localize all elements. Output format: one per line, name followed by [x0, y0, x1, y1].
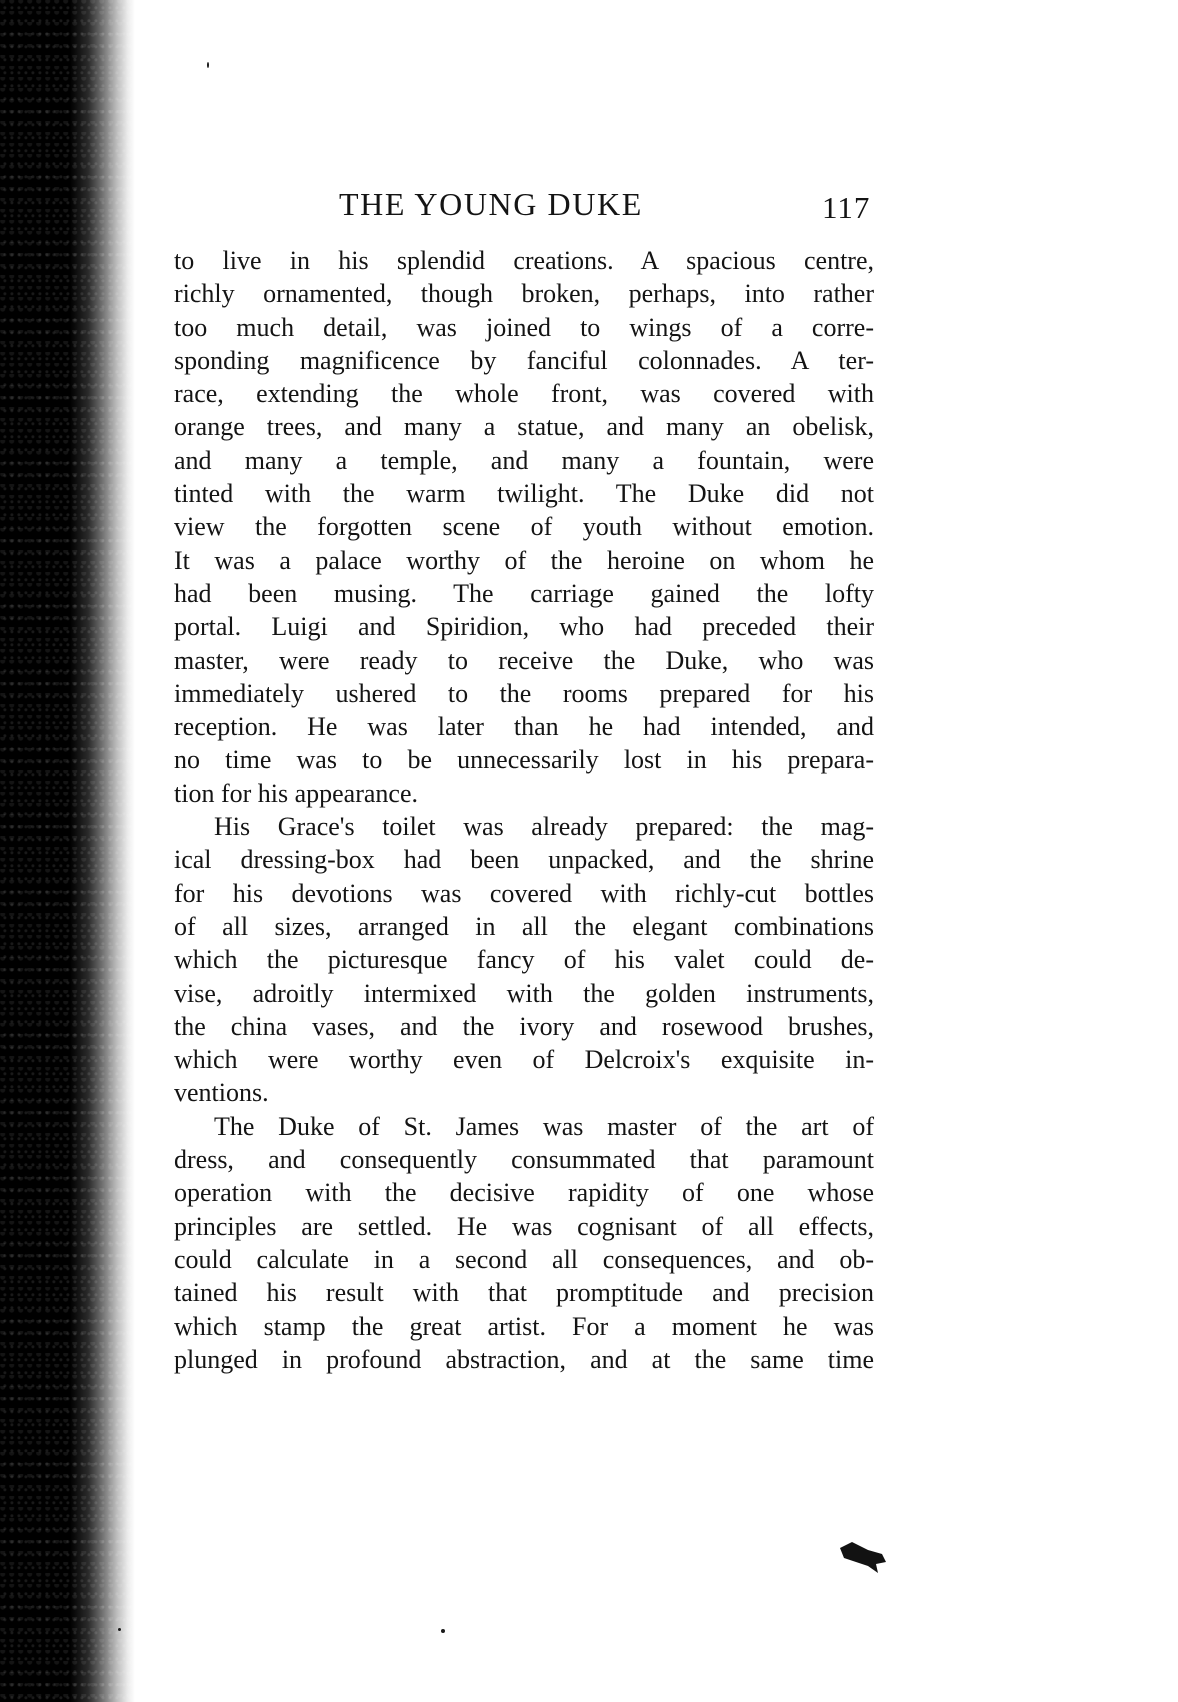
text-line: sponding magnificence by fanciful colonnades. A ter- [174, 345, 874, 375]
text-line: richly ornamented, though broken, perhaps, into rather [174, 279, 874, 309]
text-line: orange trees, and many a statue, and many an obelisk, [174, 412, 874, 442]
text-line: which were worthy even of Delcroix's exquisite in- [174, 1045, 874, 1075]
text-line: view the forgotten scene of youth without emotion. [174, 512, 874, 542]
scan-speck [207, 62, 209, 68]
text-line: ventions. [174, 1078, 269, 1108]
text-line: which stamp the great artist. For a moment he was [174, 1311, 874, 1341]
text-line: to live in his splendid creations. A spacious centre, [174, 246, 874, 275]
text-line: ical dressing-box had been unpacked, and the shrine [174, 845, 874, 875]
text-line: reception. He was later than he had intended, and [174, 712, 874, 742]
text-line: of all sizes, arranged in all the elegant combinations [174, 911, 874, 941]
paragraph-1 [174, 244, 874, 810]
text-line: could calculate in a second all consequences, and ob- [174, 1244, 874, 1274]
scan-speck [441, 1629, 445, 1633]
text-line: for his devotions was covered with richly-cut bottles [174, 878, 874, 908]
binding-gutter [0, 0, 135, 1702]
text-line: the china vases, and the ivory and rosewood brushes, [174, 1011, 874, 1041]
text-line: had been musing. The carriage gained the lofty [174, 578, 874, 608]
text-line: tinted with the warm twilight. The Duke did not [174, 479, 874, 509]
text-line: The Duke of St. James was master of the art of [214, 1111, 874, 1141]
text-line: which the picturesque fancy of his valet could de- [174, 945, 874, 975]
text-line: His Grace's toilet was already prepared: the mag- [214, 812, 874, 842]
text-line: tion for his appearance. [174, 778, 419, 808]
text-line: immediately ushered to the rooms prepared for his [174, 678, 874, 708]
text-line: portal. Luigi and Spiridion, who had preceded their [174, 612, 874, 642]
text-line: principles are settled. He was cognisant of all effects, [174, 1211, 874, 1241]
text-line: operation with the decisive rapidity of one whose [174, 1178, 874, 1208]
text-line: too much detail, was joined to wings of a corre- [174, 312, 874, 342]
paragraph-3 [174, 1110, 874, 1376]
scan-speck [118, 1628, 121, 1631]
page-header [0, 186, 1178, 232]
body-text [174, 244, 874, 1376]
running-title: THE YOUNG DUKE [339, 186, 643, 222]
paragraph-2 [174, 810, 874, 1110]
text-line: race, extending the whole front, was covered with [174, 379, 874, 409]
text-line: vise, adroitly intermixed with the golden instruments, [174, 978, 874, 1008]
page-number: 117 [822, 190, 871, 225]
text-line: dress, and consequently consummated that paramount [174, 1145, 874, 1175]
text-line: master, were ready to receive the Duke, who was [174, 645, 874, 675]
pointing-mark-icon [838, 1540, 888, 1574]
text-line: tained his result with that promptitude and precision [174, 1278, 874, 1308]
text-line: It was a palace worthy of the heroine on whom he [174, 545, 874, 575]
text-line: no time was to be unnecessarily lost in his prepara- [174, 745, 874, 775]
text-line: plunged in profound abstraction, and at the same time [174, 1344, 874, 1374]
text-line: and many a temple, and many a fountain, were [174, 445, 874, 475]
